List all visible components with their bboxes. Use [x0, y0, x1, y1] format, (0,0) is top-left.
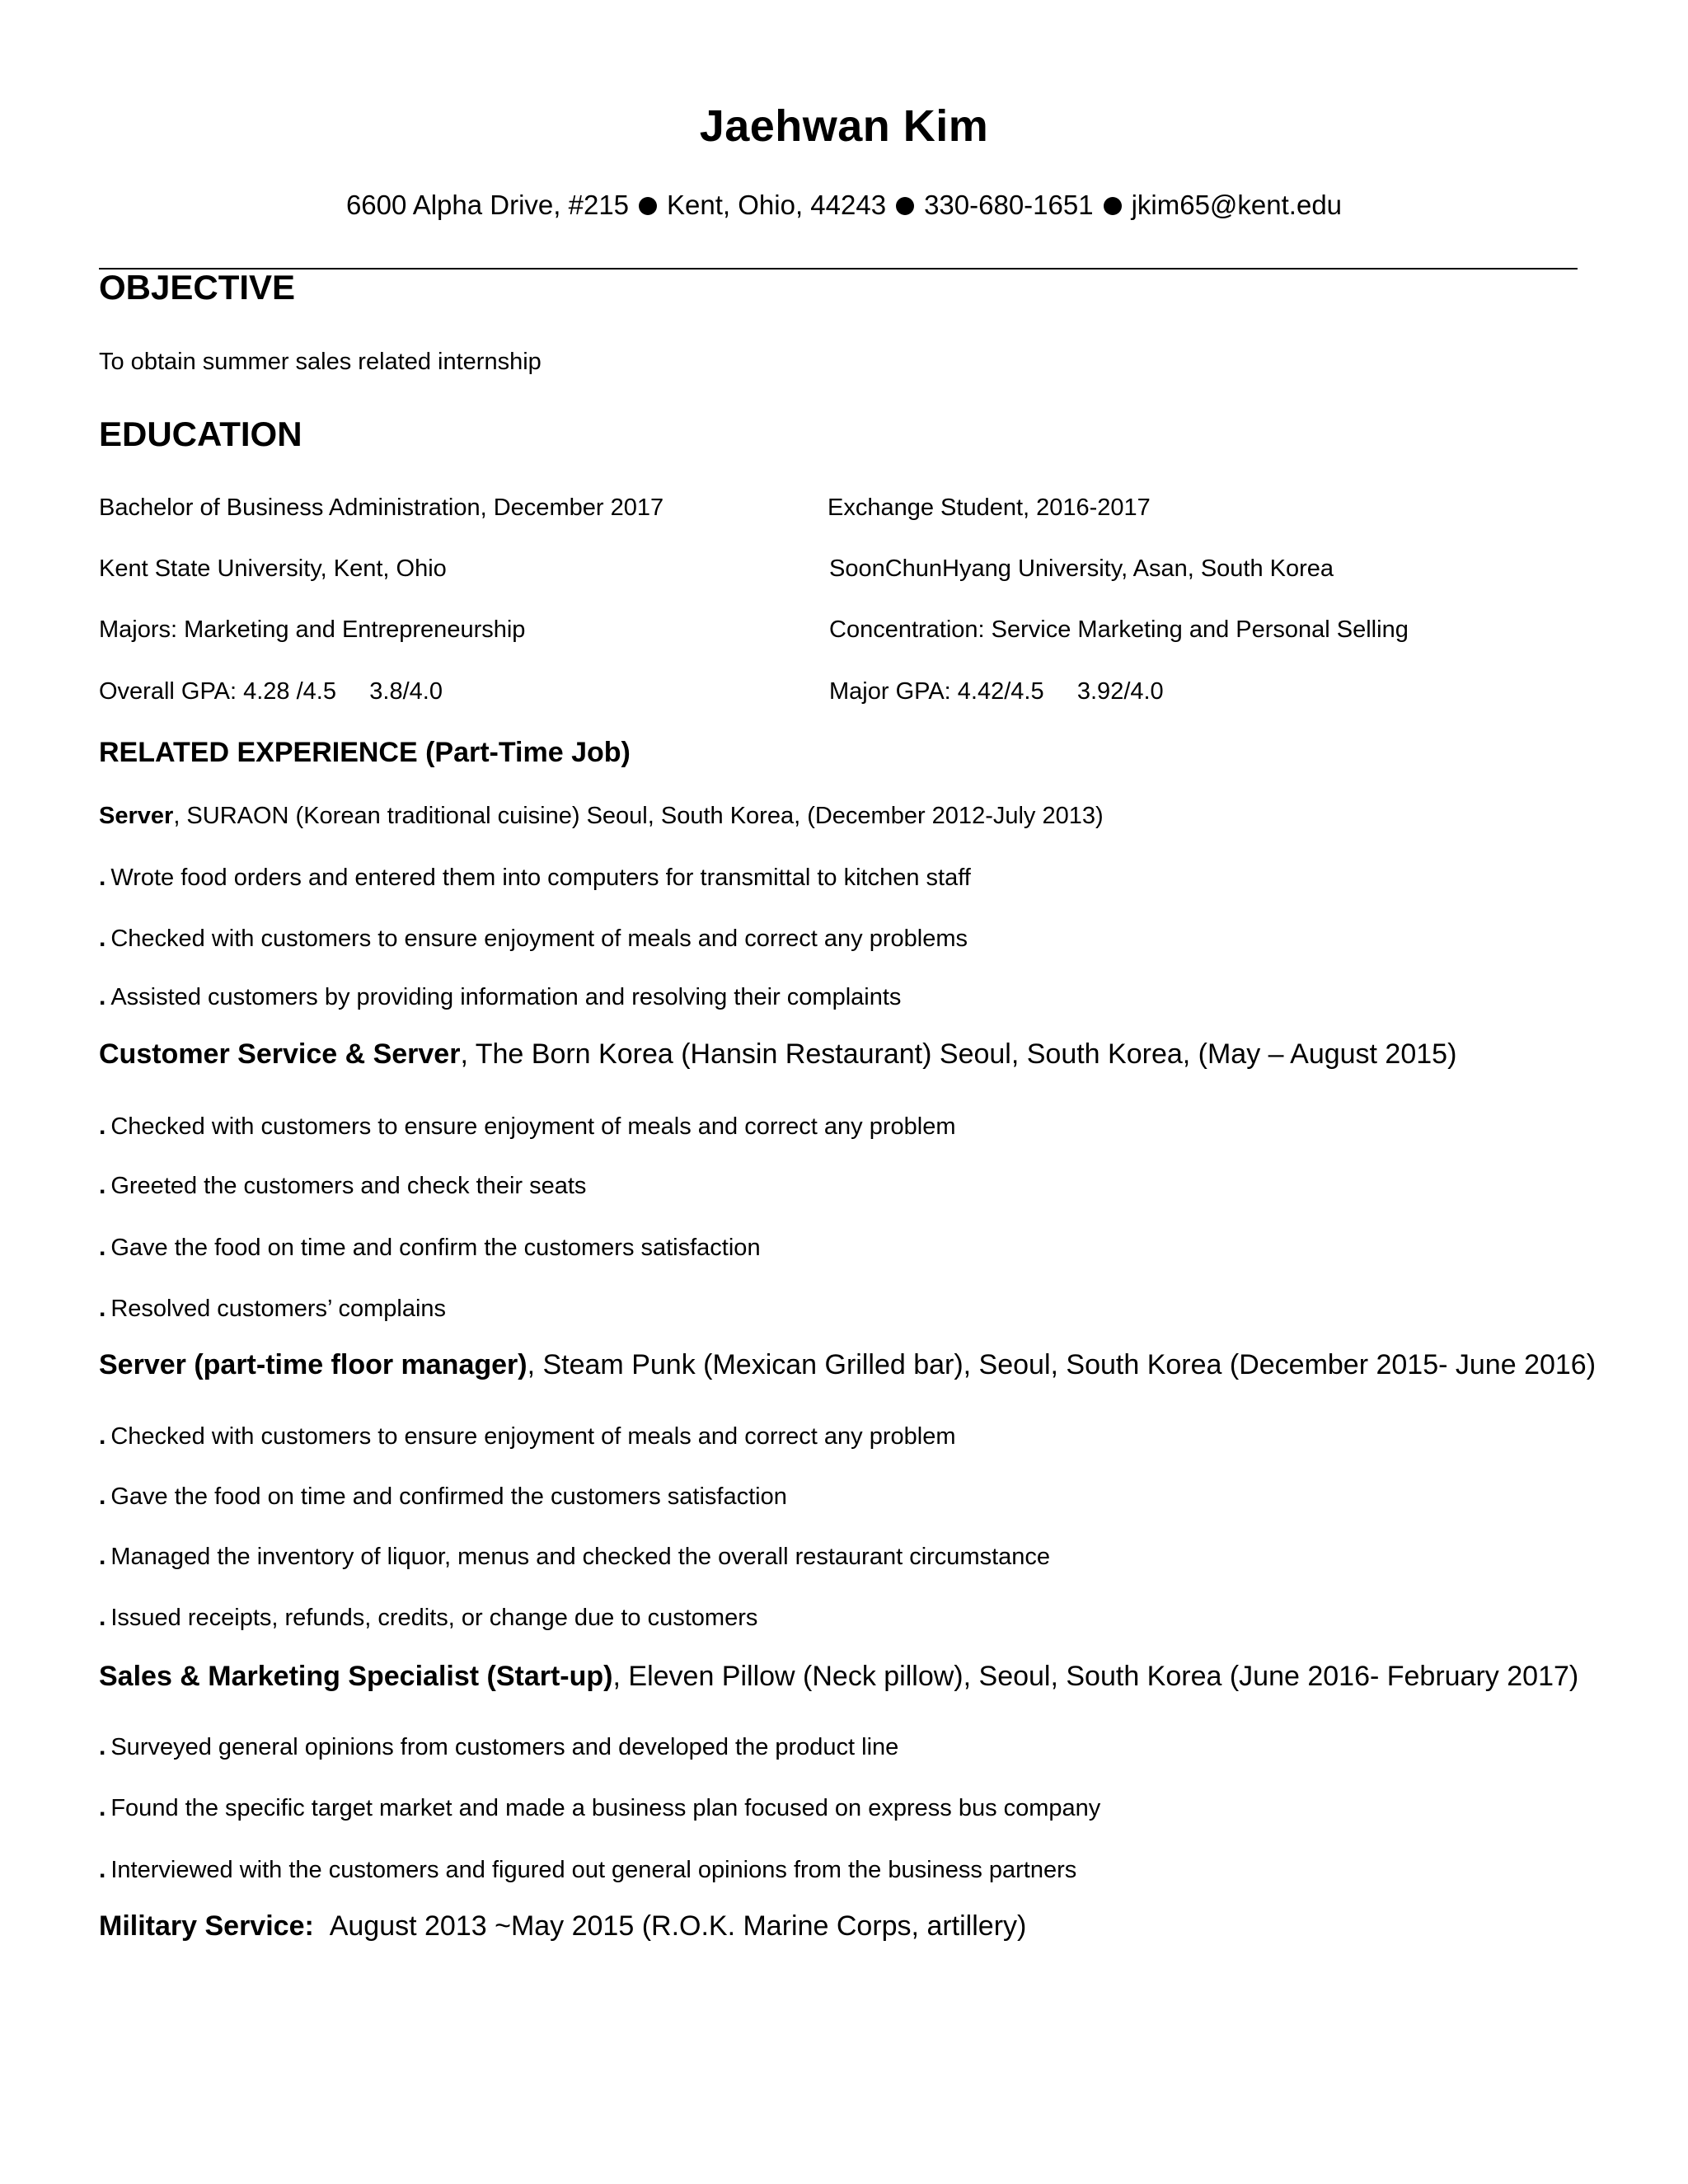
job-bullet: . Gave the food on time and confirm the customers satisfaction [99, 1234, 761, 1261]
military-service [99, 1910, 1026, 1943]
education-overall-gpa: Overall GPA: 4.28 /4.5 3.8/4.0 [99, 678, 443, 705]
job-bullet: . Found the specific target market and made a business plan focused on express bus company [99, 1794, 1101, 1821]
candidate-name: Jaehwan Kim [699, 101, 989, 151]
job-bullet: . Checked with customers to ensure enjoyment of meals and correct any problems [99, 925, 968, 952]
job-bullet: . Resolved customers’ complains [99, 1295, 447, 1322]
address: 6600 Alpha Drive, #215 [345, 190, 630, 220]
job-detail: , Steam Punk (Mexican Grilled bar), Seoul, South Korea (December 2015- June 2016) [527, 1349, 1597, 1380]
job-bullet: . Managed the inventory of liquor, menus and checked the overall restaurant circumstance [99, 1543, 1051, 1570]
military-text: August 2013 ~May 2015 (R.O.K. Marine Corps, artillery) [329, 1910, 1027, 1942]
job-detail: , SURAON (Korean traditional cuisine) Seoul, South Korea, (December 2012-July 2013) [173, 803, 1104, 829]
objective-text: To obtain summer sales related internship [99, 349, 542, 375]
education-degree: Bachelor of Business Administration, December 2017 [99, 494, 664, 521]
job-bullet: . Wrote food orders and entered them into computers for transmittal to kitchen staff [99, 864, 971, 891]
job-title: Server [99, 803, 174, 829]
phone: 330-680-1651 [924, 190, 1094, 220]
job-header [99, 1038, 1456, 1071]
education-university: Kent State University, Kent, Ohio [99, 555, 447, 582]
city: Kent, Ohio, 44243 [667, 190, 887, 220]
job-header [99, 1349, 1596, 1381]
job-title: Customer Service & Server [99, 1038, 461, 1070]
job-bullet: . Gave the food on time and confirmed the customers satisfaction [99, 1483, 787, 1510]
experience-heading: RELATED EXPERIENCE (Part-Time Job) [99, 737, 631, 768]
job-title: Server (part-time floor manager) [99, 1349, 528, 1380]
job-bullet: . Surveyed general opinions from customers and developed the product line [99, 1733, 899, 1760]
job-bullet: . Greeted the customers and check their seats [99, 1172, 587, 1199]
bullet-dot-icon [639, 197, 657, 215]
email: jkim65@kent.edu [1131, 190, 1343, 220]
job-bullet: . Issued receipts, refunds, credits, or change due to customers [99, 1604, 758, 1631]
education-majors: Majors: Marketing and Entrepreneurship [99, 616, 526, 643]
job-header [99, 803, 1104, 830]
exchange-status: Exchange Student, 2016-2017 [828, 494, 1151, 521]
exchange-major-gpa: Major GPA: 4.42/4.5 3.92/4.0 [829, 678, 1164, 705]
exchange-concentration: Concentration: Service Marketing and Personal Selling [829, 616, 1409, 643]
job-header [99, 1661, 1578, 1693]
job-bullet: . Assisted customers by providing information and resolving their complaints [99, 983, 902, 1010]
contact-line [0, 190, 1688, 221]
military-label: Military Service: [99, 1910, 314, 1942]
education-heading: EDUCATION [99, 415, 302, 453]
job-detail: , Eleven Pillow (Neck pillow), Seoul, South Korea (June 2016- February 2017) [612, 1661, 1579, 1692]
bullet-dot-icon [896, 197, 914, 215]
header-divider [99, 268, 1578, 269]
bullet-dot-icon [1104, 197, 1122, 215]
job-bullet: . Checked with customers to ensure enjoyment of meals and correct any problem [99, 1422, 956, 1450]
exchange-university: SoonChunHyang University, Asan, South Korea [829, 555, 1334, 582]
objective-heading: OBJECTIVE [99, 268, 296, 307]
job-title: Sales & Marketing Specialist (Start-up) [99, 1661, 613, 1692]
job-bullet: . Interviewed with the customers and figured out general opinions from the business partners [99, 1856, 1077, 1883]
job-bullet: . Checked with customers to ensure enjoyment of meals and correct any problem [99, 1113, 956, 1140]
job-detail: , The Born Korea (Hansin Restaurant) Seoul, South Korea, (May – August 2015) [460, 1038, 1457, 1070]
